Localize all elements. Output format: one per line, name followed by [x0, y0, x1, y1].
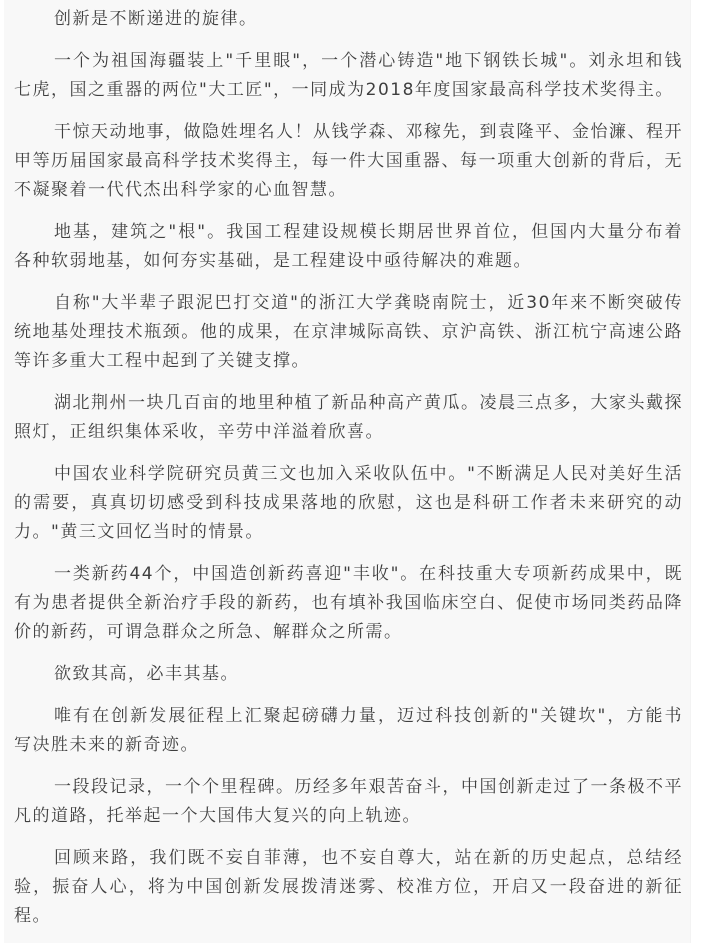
paragraph: 湖北荆州一块几百亩的地里种植了新品种高产黄瓜。凌晨三点多，大家头戴探照灯，正组织集体采收，辛劳中洋溢着欣喜。 [14, 393, 683, 442]
paragraph: 一段段记录，一个个里程碑。历经多年艰苦奋斗，中国创新走过了一条极不平凡的道路，托举起一个大国伟大复兴的向上轨迹。 [14, 777, 683, 826]
paragraph: 干惊天动地事，做隐姓埋名人！从钱学森、邓稼先，到袁隆平、金怡濂、程开甲等历届国家最高科学技术奖得主，每一件大国重器、每一项重大创新的背后，无不凝聚着一代代杰出科学家的心血智慧。 [14, 122, 683, 200]
paragraph: 一个为祖国海疆装上"千里眼"，一个潜心铸造"地下钢铁长城"。刘永坦和钱七虎，国之重器的两位"大工匠"，一同成为2018年度国家最高科学技术奖得主。 [14, 51, 683, 100]
paragraph: 回顾来路，我们既不妄自菲薄，也不妄自尊大，站在新的历史起点，总结经验，振奋人心，将为中国创新发展拨清迷雾、校准方位，开启又一段奋进的新征程。 [14, 848, 683, 926]
paragraph: 自称"大半辈子跟泥巴打交道"的浙江大学龚晓南院士，近30年来不断突破传统地基处理技术瓶颈。他的成果，在京津城际高铁、京沪高铁、浙江杭宁高速公路等许多重大工程中起到了关键支撑。 [14, 293, 683, 371]
paragraph: 创新是不断递进的旋律。 [54, 9, 258, 29]
right-gutter [690, 0, 711, 943]
paragraph: 唯有在创新发展征程上汇聚起磅礴力量，迈过科技创新的"关键坎"，方能书写决胜未来的新奇迹。 [14, 706, 683, 755]
paragraph: 中国农业科学院研究员黄三文也加入采收队伍中。"不断满足人民对美好生活的需要，真真切切感受到科技成果落地的欣慰，这也是科研工作者未来研究的动力。"黄三文回忆当时的情景。 [14, 464, 683, 542]
paragraph: 地基，建筑之"根"。我国工程建设规模长期居世界首位，但国内大量分布着各种软弱地基，如何夯实基础，是工程建设中亟待解决的难题。 [14, 222, 683, 271]
article-body [4, 0, 691, 943]
paragraph: 一类新药44个，中国造创新药喜迎"丰收"。在科技重大专项新药成果中，既有为患者提供全新治疗手段的新药，也有填补我国临床空白、促使市场同类药品降价的新药，可谓急群众之所急、解群众之所需。 [14, 564, 683, 642]
paragraph: 欲致其高，必丰其基。 [54, 664, 239, 684]
